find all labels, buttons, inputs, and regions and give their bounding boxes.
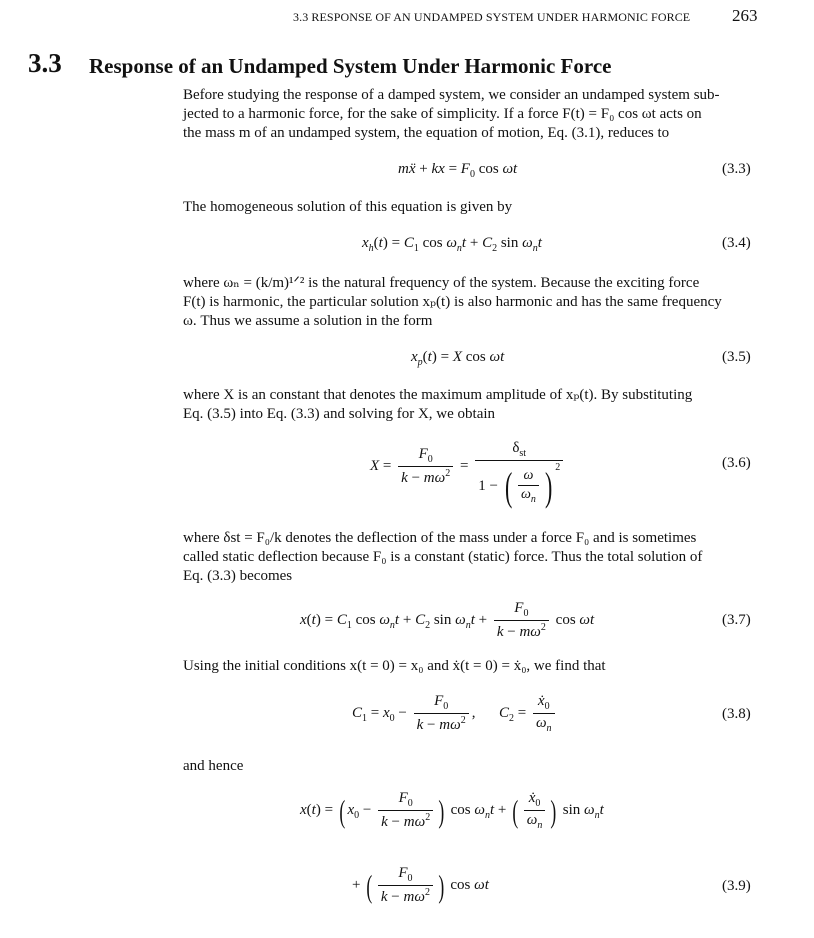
equation-3-9-line-1: x(t) = ( $x_0$ − $\frac{F_0}{k - m\omega^2}$ ) $\cos \omega_nt$ + ( $\frac{ẋ_0}{\omega_n}$ ) $\sin \omega_nt$ <box>300 790 604 831</box>
equation-3-8: $C_1 = x_0$ − $\frac{F_0}{k - m\omega^2}$ , $C_2$ = $\frac{ẋ_0}{\omega_n}$ <box>352 693 558 734</box>
equation-3-3: mẍ + kx = $F_0$ cos ωt <box>398 161 518 180</box>
equation-number: (3.7) <box>722 612 751 628</box>
text-line: where δst = F₀/k denotes the deflection of the mass under a force F₀ and is sometimes <box>183 530 697 546</box>
equation-number: (3.3) <box>722 161 751 177</box>
text-line: where X is an constant that denotes the maximum amplitude of xₚ(t). By substituting <box>183 387 693 403</box>
paragraph-intro <box>183 86 757 143</box>
text-line: Before studying the response of a damped system, we consider an undamped system sub- <box>183 87 720 103</box>
text-line: F(t) is harmonic, the particular solution xₚ(t) is also harmonic and has the same frequency <box>183 294 722 310</box>
equation-number: (3.6) <box>722 455 751 471</box>
equation-number: (3.9) <box>722 878 751 894</box>
text-line: Eq. (3.3) becomes <box>183 568 293 584</box>
section-title: Response of an Undamped System Under Harmonic Force <box>89 54 612 78</box>
equation-number: (3.4) <box>722 235 751 251</box>
equation-3-5: $x_p(t) = X$ cos ωt <box>411 349 505 368</box>
text-line: jected to a harmonic force, for the sake of simplicity. If a force F(t) = F₀ cos ωt acts on <box>183 106 702 122</box>
text-line: ω. Thus we assume a solution in the form <box>183 313 433 329</box>
running-head: 3.3 RESPONSE OF AN UNDAMPED SYSTEM UNDER HARMONIC FORCE <box>293 10 691 24</box>
paragraph-static-deflection <box>183 529 757 586</box>
paragraph-natural-frequency <box>183 274 757 331</box>
text-line: Eq. (3.5) into Eq. (3.3) and solving for X, we obtain <box>183 406 496 422</box>
text-line: and hence <box>183 758 244 774</box>
text-line: where ωₙ = (k/m)¹ᐟ² is the natural frequency of the system. Because the exciting force <box>183 275 700 291</box>
text-line: The homogeneous solution of this equation is given by <box>183 199 513 215</box>
equation-3-6: X = $\frac{F_0}{k - m\omega^2}$ = $\delta_{st}$ 1 − ( $\frac{\omega}{\omega_n}$ ) $^2$ <box>370 440 566 507</box>
equation-3-9-line-2: + ( $\frac{F_0}{k - m\omega^2}$ ) cos ωt <box>352 865 489 905</box>
page-number: 263 <box>732 6 758 25</box>
section-number: 3.3 <box>28 48 62 78</box>
equation-number: (3.8) <box>722 706 751 722</box>
text-line: called static deflection because F₀ is a constant (static) force. Thus the total solution of <box>183 549 703 565</box>
equation-number: (3.5) <box>722 349 751 365</box>
equation-3-7: $x(t) = C_1$ $\cos \omega_nt + C_2$ $\sin \omega_nt$ + $\frac{F_0}{k - m\omega^2}$ cos ωt <box>300 600 595 640</box>
paragraph-amplitude <box>183 386 757 424</box>
text-line: Using the initial conditions x(t = 0) = x₀ and ẋ(t = 0) = ẋ₀, we find that <box>183 658 606 674</box>
equation-3-4: $x_h(t) = C_1$ $\cos \omega_nt + C_2$ $\sin \omega_nt$ <box>362 235 542 254</box>
text-line: the mass m of an undamped system, the equation of motion, Eq. (3.1), reduces to <box>183 125 670 141</box>
